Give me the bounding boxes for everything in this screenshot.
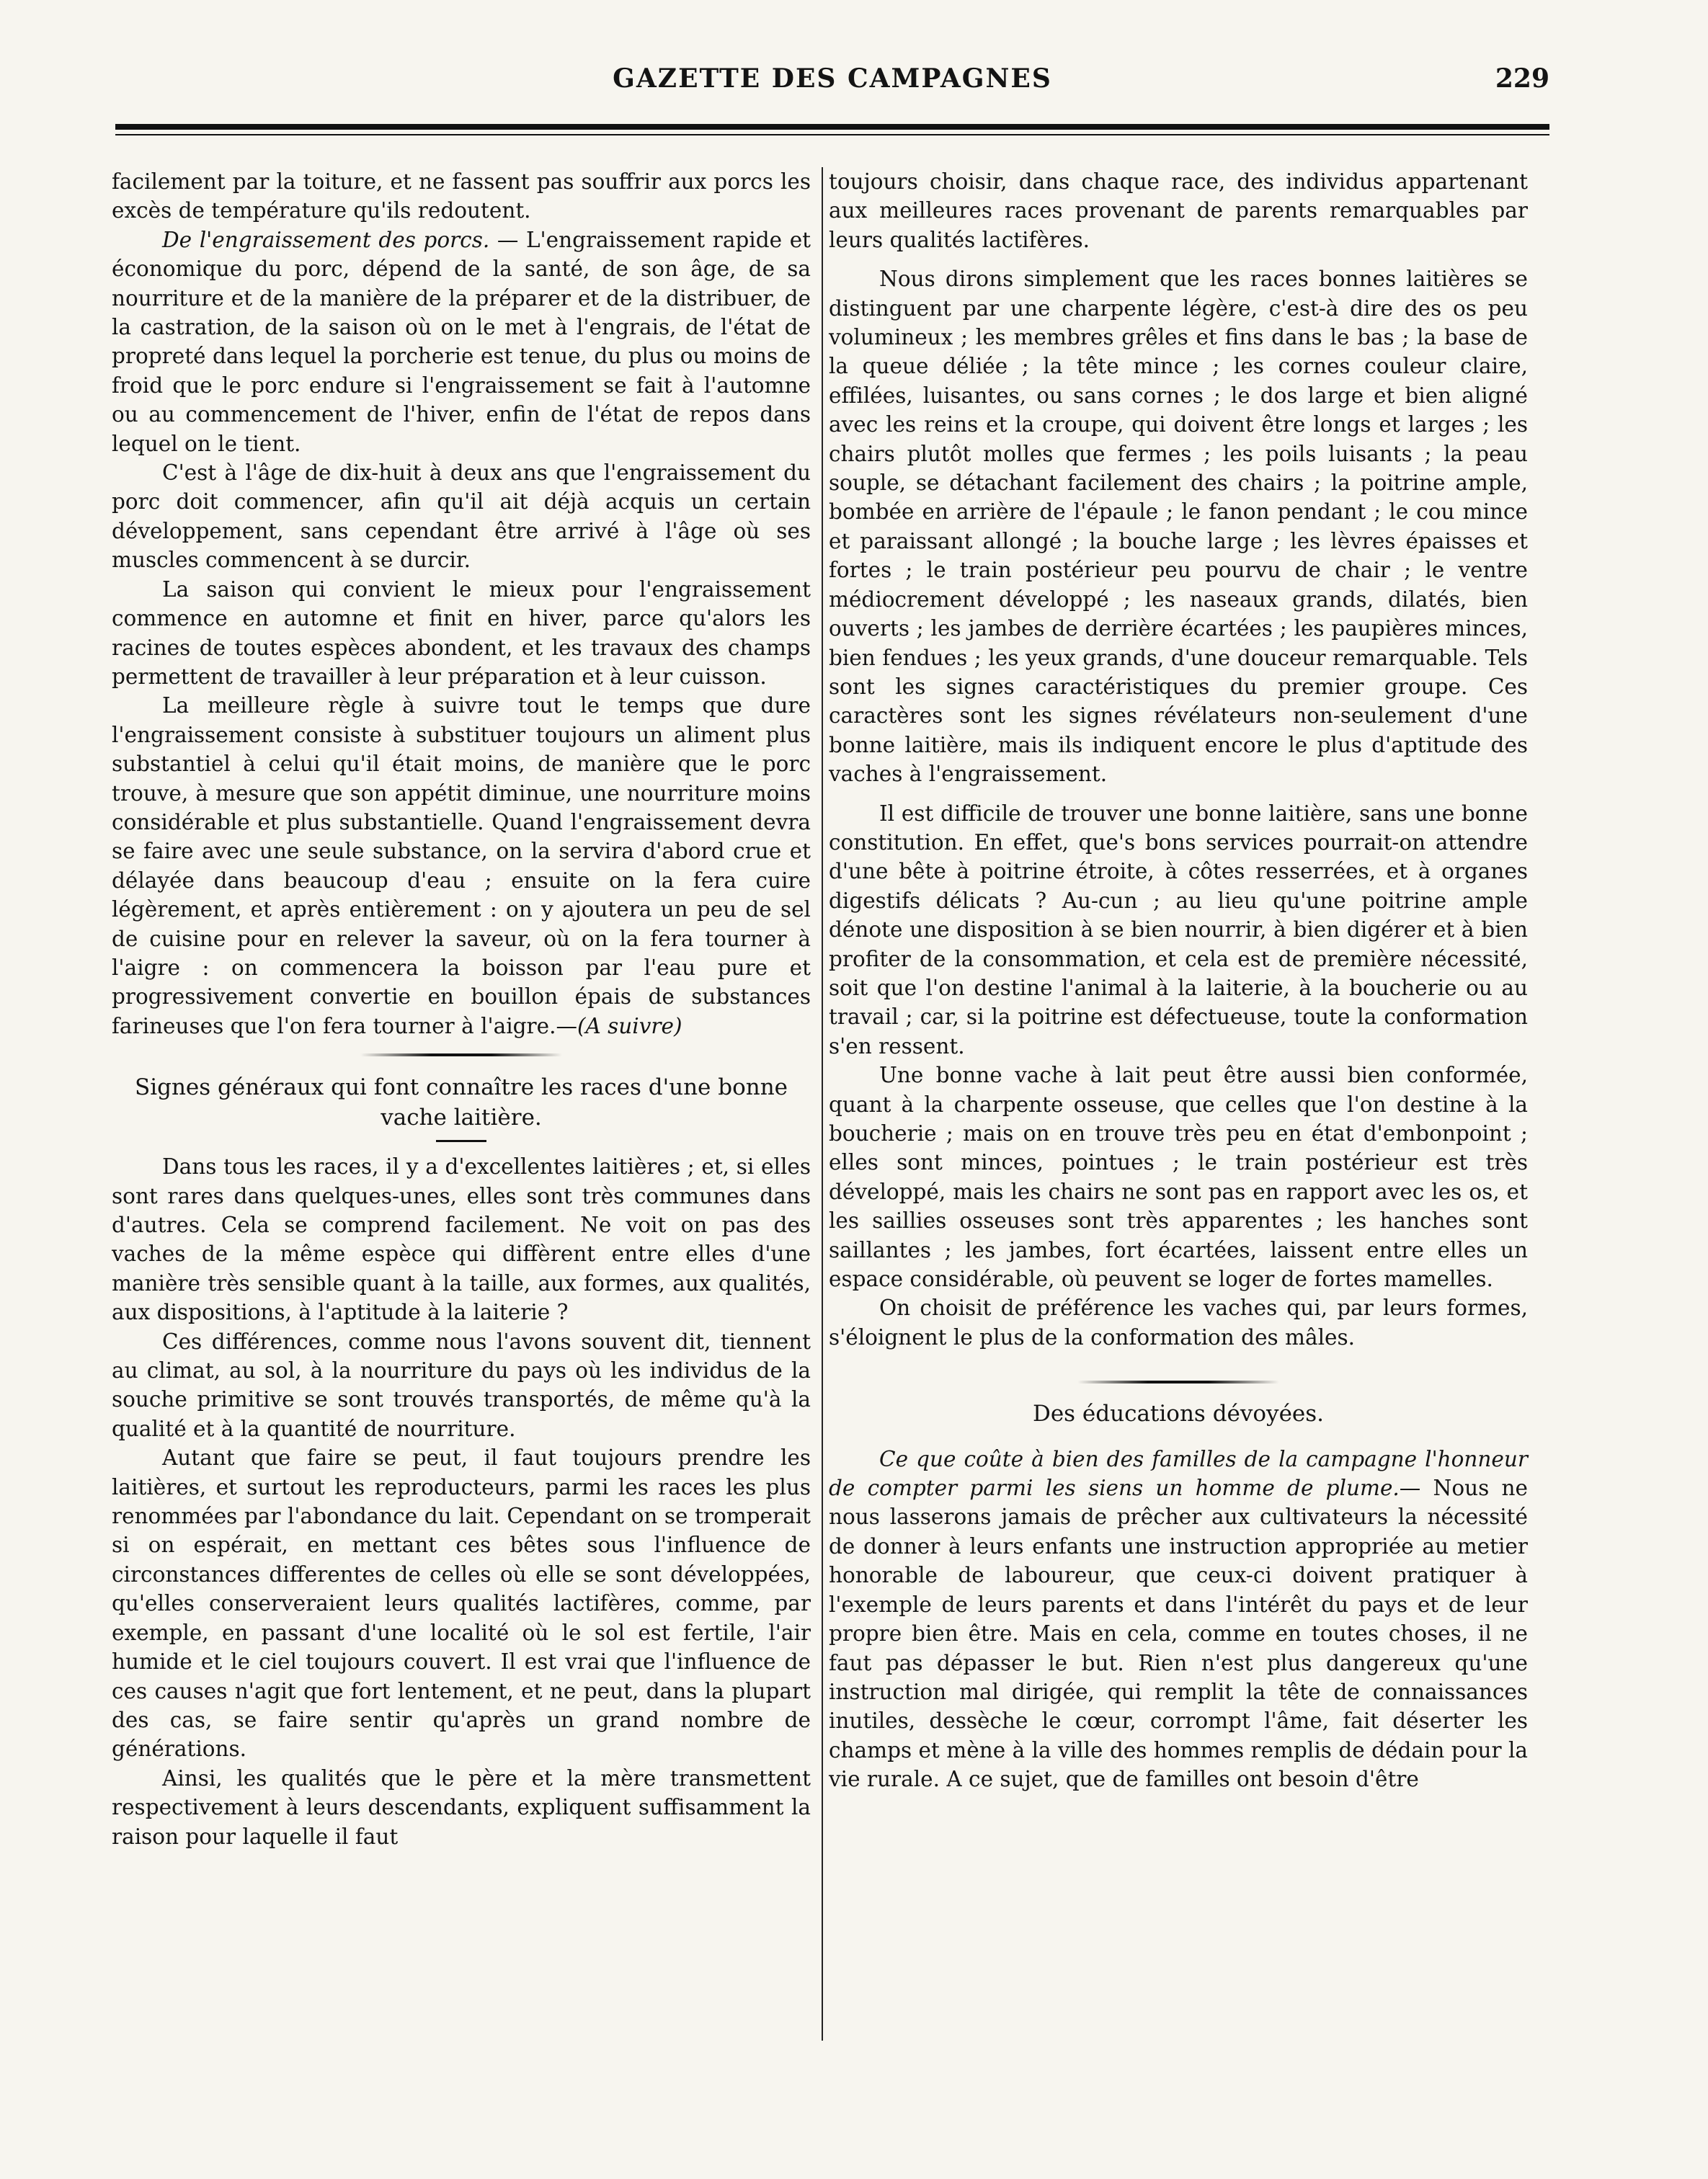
section-separator bbox=[360, 1053, 562, 1056]
right-column bbox=[829, 167, 1528, 1794]
left-column bbox=[112, 167, 811, 1851]
paragraph: Dans tous les races, il y a d'excellentes laitières ; et, si elles sont rares dans quelques-unes, elles sont très communes dans d'autres. Cela se comprend facilement. Ne voit on pas des vaches de la même espèce qui diffèrent entre elles d'une manière très sensible quant à la taille, aux formes, aux qualités, aux dispositions, à l'aptitude à la laiterie ? bbox=[112, 1154, 811, 1325]
section-title: Des éducations dévoyées. bbox=[1032, 1401, 1325, 1427]
page-header bbox=[115, 63, 1549, 107]
column-divider bbox=[822, 167, 823, 2041]
title-underline bbox=[436, 1140, 486, 1142]
section-title: Signes généraux qui font connaître les races d'une bonne vache laitière. bbox=[134, 1074, 788, 1131]
paragraph: facilement par la toiture, et ne fassent pas souffrir aux porcs les excès de température qu'ils redoutent. bbox=[112, 169, 811, 223]
to-be-continued: (A suivre) bbox=[577, 1013, 682, 1038]
header-rule-thin bbox=[115, 134, 1549, 135]
page-number: 229 bbox=[1495, 63, 1549, 94]
paragraph: La saison qui convient le mieux pour l'engraissement commence en automne et finit en hiver, parce qu'alors les racines de toutes espèces abondent, et les travaux des champs permettent de travailler à leur préparation et à leur cuisson. bbox=[112, 576, 811, 689]
spacer bbox=[829, 254, 1528, 264]
paragraph bbox=[112, 691, 811, 1041]
paragraph-lead: Ce que coûte à bien des familles de la campagne l'honneur de compter parmi les siens un homme de plume. bbox=[829, 1446, 1528, 1501]
paragraph-body: — L'engraissement rapide et économique du porc, dépend de la santé, de son âge, de sa nourriture et de la manière de la préparer et de la distribuer, de la castration, de la saison où on le met à l'engrais, de l'état de propreté dans lequel la porcherie est tenue, du plus ou moins de froid que le porc endure si l'engraissement se fait à l'automne ou au commencement de l'hiver, enfin de l'état de repos dans lequel on le tient. bbox=[112, 227, 811, 456]
paragraph: Ainsi, les qualités que le père et la mère transmettent respectivement à leurs descendants, expliquent suffisamment la raison pour laquelle il faut bbox=[112, 1765, 811, 1849]
paragraph bbox=[112, 226, 811, 458]
paragraph: toujours choisir, dans chaque race, des individus appartenant aux meilleures races provenant de parents remarquables par leurs qualités lactifères. bbox=[829, 169, 1528, 252]
paragraph: On choisit de préférence les vaches qui, par leurs formes, s'éloignent le plus de la conformation des mâles. bbox=[829, 1296, 1528, 1350]
publication-title: GAZETTE DES CAMPAGNES bbox=[613, 63, 1052, 94]
paragraph bbox=[829, 1445, 1528, 1794]
paragraph-body: — Nous ne nous lasserons jamais de prêcher aux cultivateurs la nécessité de donner à leurs enfants une instruction appropriée au metier honorable de laboureur, que ceux-ci doivent pratiquer à l'exemple de leurs parents et dans l'intérêt du pays et de leur propre bien être. Mais en cela, comme en toutes choses, il ne faut pas dépasser le but. Rien n'est plus dangereux qu'une instruction mal dirigée, qui remplit la tête de connaissances inutiles, dessèche le cœur, corrompt l'âme, fait déserter les champs et mène à la ville des hommes remplis de dédain pour la vie rurale. A ce sujet, que de familles ont besoin d'être bbox=[829, 1476, 1528, 1792]
paragraph: C'est à l'âge de dix-huit à deux ans que l'engraissement du porc doit commencer, afin qu'il ait déjà acquis un certain développement, sans cependant être arrivé à l'âge où ses muscles commencent à se durcir. bbox=[112, 460, 811, 573]
paragraph-lead: De l'engraissement des porcs. bbox=[162, 227, 490, 252]
spacer bbox=[829, 789, 1528, 799]
paragraph: Nous dirons simplement que les races bonnes laitières se distinguent par une charpente légère, c'est-à dire des os peu volumineux ; les membres grêles et fins dans le bas ; la base de la queue déliée ; la tête mince ; les cornes couleur claire, effilées, luisantes, ou sans cornes ; le dos large et bien aligné avec les reins et la croupe, qui doivent être longs et larges ; les chairs plutôt molles que fermes ; les poils luisants ; la peau souple, se détachant facilement des chairs ; la poitrine ample, bombée en arrière de l'épaule ; le fanon pendant ; le cou mince et paraissant allongé ; la bouche large ; les lèvres épaisses et fortes ; le train postérieur peu pourvu de chair ; le ventre médiocrement développé ; les naseaux grands, dilatés, bien ouverts ; les jambes de derrière écartées ; les paupières minces, bien fendues ; les yeux grands, d'une douceur remarquable. Tels sont les signes caractéristiques du premier groupe. Ces caractères sont les signes révélateurs non-seulement d'une bonne laitière, mais ils indiquent encore le plus d'aptitude des vaches à l'engraissement. bbox=[829, 267, 1528, 787]
section-separator bbox=[1077, 1381, 1279, 1383]
paragraph: Ces différences, comme nous l'avons souvent dit, tiennent au climat, au sol, à la nourriture du pays où les individus de la souche primitive se sont trouvés transportés, de même qu'à la qualité et à la quantité de nourriture. bbox=[112, 1329, 811, 1441]
header-rule-thick bbox=[115, 124, 1549, 130]
paragraph-body: La meilleure règle à suivre tout le temps que dure l'engraissement consiste à substituer toujours un aliment plus substantiel à celui qu'il était moins, de manière que le porc trouve, à mesure que son appétit diminue, une nourriture moins considérable et plus substantielle. Quand l'engraissement devra se faire avec une seule substance, on la servira d'abord crue et délayée dans beaucoup d'eau ; ensuite on la fera cuire légèrement, et après entièrement : on y ajoutera un peu de sel de cuisine pour en relever la saveur, où on la fera tourner à l'aigre : on commencera la boisson par l'eau pure et progressivement convertie en bouillon épais de substances farineuses que l'on fera tourner à l'aigre.— bbox=[112, 693, 811, 1038]
paragraph: Autant que faire se peut, il faut toujours prendre les laitières, et surtout les reproducteurs, parmi les races les plus renommées par l'abondance du lait. Cependant on se tromperait si on espérait, en mettant ces bêtes sous l'influence de circonstances differentes de celles où elle se sont développées, qu'elles conserveraient leurs qualités lactifères, comme, par exemple, en passant d'une localité où le sol est fertile, l'air humide et le ciel toujours couvert. Il est vrai que l'influence de ces causes n'agit que fort lentement, et ne peut, dans la plupart des cas, se faire sentir qu'après un grand nombre de générations. bbox=[112, 1445, 811, 1762]
paragraph: Il est difficile de trouver une bonne laitière, sans une bonne constitution. En effet, que's bons services pourrait-on attendre d'une bête à poitrine étroite, à côtes resserrées, et à organes digestifs délicats ? Au-cun ; au lieu qu'une poitrine ample dénote une disposition à se bien nourrir, à bien digérer et à bien profiter de la consommation, et cela est de première nécessité, soit que l'on destine l'animal à la laiterie, à la boucherie ou au travail ; car, si la poitrine est défectueuse, toute la conformation s'en ressent. bbox=[829, 801, 1528, 1059]
paragraph: Une bonne vache à lait peut être aussi bien conformée, quant à la charpente osseuse, que celles que l'on destine à la boucherie ; mais on en trouve très peu en état d'embonpoint ; elles sont minces, pointues ; le train postérieur est très développé, mais les chairs ne sont pas en rapport avec les os, et les saillies osseuses sont très apparentes ; les hanches sont saillantes ; les jambes, fort écartées, laissent entre elles un espace considérable, où peuvent se loger de fortes mamelles. bbox=[829, 1063, 1528, 1292]
